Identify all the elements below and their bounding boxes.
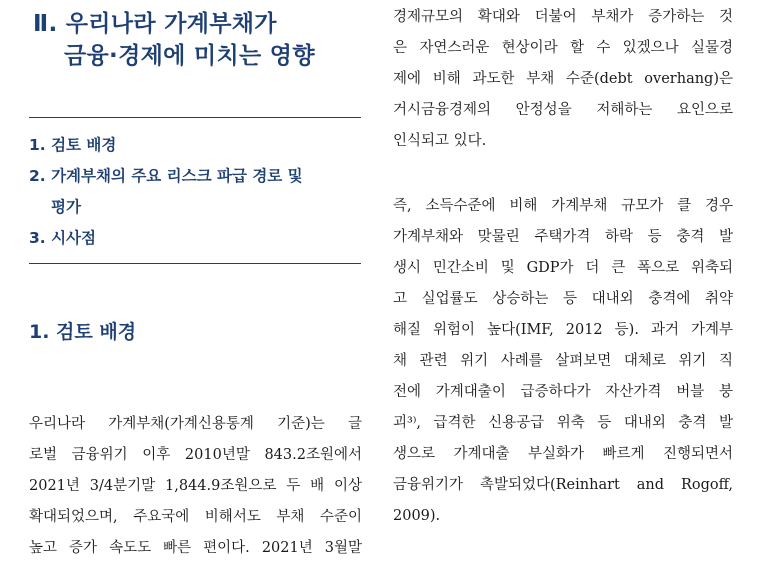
toc-item-2-line-2: 평가 bbox=[51, 198, 81, 216]
chapter-title-line-1: Ⅱ. 우리나라 가계부채가 bbox=[33, 11, 277, 37]
text-line: 채 관련 위기 사례를 살펴보면 대체로 위기 직 bbox=[393, 353, 733, 369]
text-line: 금융위기가 촉발되었다(Reinhart and Rogoff, bbox=[393, 477, 733, 493]
toc-item-1[interactable]: 1. 검토 배경 bbox=[29, 136, 117, 154]
text-line: 전에 가계대출이 급증하다가 자산가격 버블 붕 bbox=[393, 384, 733, 400]
text-line: 제에 비해 과도한 부채 수준(debt overhang)은 bbox=[393, 71, 733, 87]
text-line: 생시 민간소비 및 GDP가 더 큰 폭으로 위축되 bbox=[393, 260, 733, 276]
text-line: 경제규모의 확대와 더불어 부채가 증가하는 것 bbox=[393, 9, 733, 25]
right-body-paragraph-2 bbox=[393, 191, 733, 532]
right-body-paragraph-1 bbox=[393, 2, 733, 157]
toc-bottom-divider bbox=[29, 263, 361, 264]
toc-top-divider bbox=[29, 117, 361, 118]
text-line: 2021년 3/4분기말 1,844.9조원으로 두 배 이상 bbox=[29, 478, 362, 494]
toc-item-3[interactable]: 3. 시사점 bbox=[29, 229, 96, 247]
text-line: 생으로 가계대출 부실화가 빠르게 진행되면서 bbox=[393, 446, 733, 462]
chapter-title bbox=[33, 8, 315, 72]
text-line: 확대되었으며, 주요국에 비해서도 부채 수준이 bbox=[29, 509, 362, 525]
text-line: 괴³⁾, 급격한 신용공급 위축 등 대내외 충격 발 bbox=[393, 415, 733, 431]
left-body-paragraph bbox=[29, 409, 362, 564]
text-line: 우리나라 가계부채(가계신용통계 기준)는 글 bbox=[29, 416, 362, 432]
text-line: 은 자연스러운 현상이라 할 수 있겠으나 실물경 bbox=[393, 40, 733, 56]
text-line: 2009). bbox=[393, 508, 441, 524]
table-of-contents bbox=[29, 130, 359, 254]
text-line: 고 실업률도 상승하는 등 대내외 충격에 취약 bbox=[393, 291, 733, 307]
text-line: 거시금융경제의 안정성을 저해하는 요인으로 bbox=[393, 102, 733, 118]
chapter-title-line-2: 금융·경제에 미치는 영향 bbox=[64, 43, 315, 69]
toc-item-2[interactable] bbox=[29, 161, 359, 223]
text-line: 높고 증가 속도도 빠른 편이다. 2021년 3월말 bbox=[29, 540, 362, 556]
section-heading: 1. 검토 배경 bbox=[29, 321, 137, 343]
text-line: 즉, 소득수준에 비해 가계부채 규모가 클 경우 bbox=[393, 198, 733, 214]
text-line: 인식되고 있다. bbox=[393, 133, 487, 149]
text-line: 로벌 금융위기 이후 2010년말 843.2조원에서 bbox=[29, 447, 362, 463]
text-line: 해질 위험이 높다(IMF, 2012 등). 과거 가계부 bbox=[393, 322, 733, 338]
right-column bbox=[393, 0, 743, 566]
left-column bbox=[0, 0, 370, 566]
text-line: 가계부채와 맞물린 주택가격 하락 등 충격 발 bbox=[393, 229, 733, 245]
toc-item-2-line-1: 2. 가계부채의 주요 리스크 파급 경로 및 bbox=[29, 167, 303, 185]
